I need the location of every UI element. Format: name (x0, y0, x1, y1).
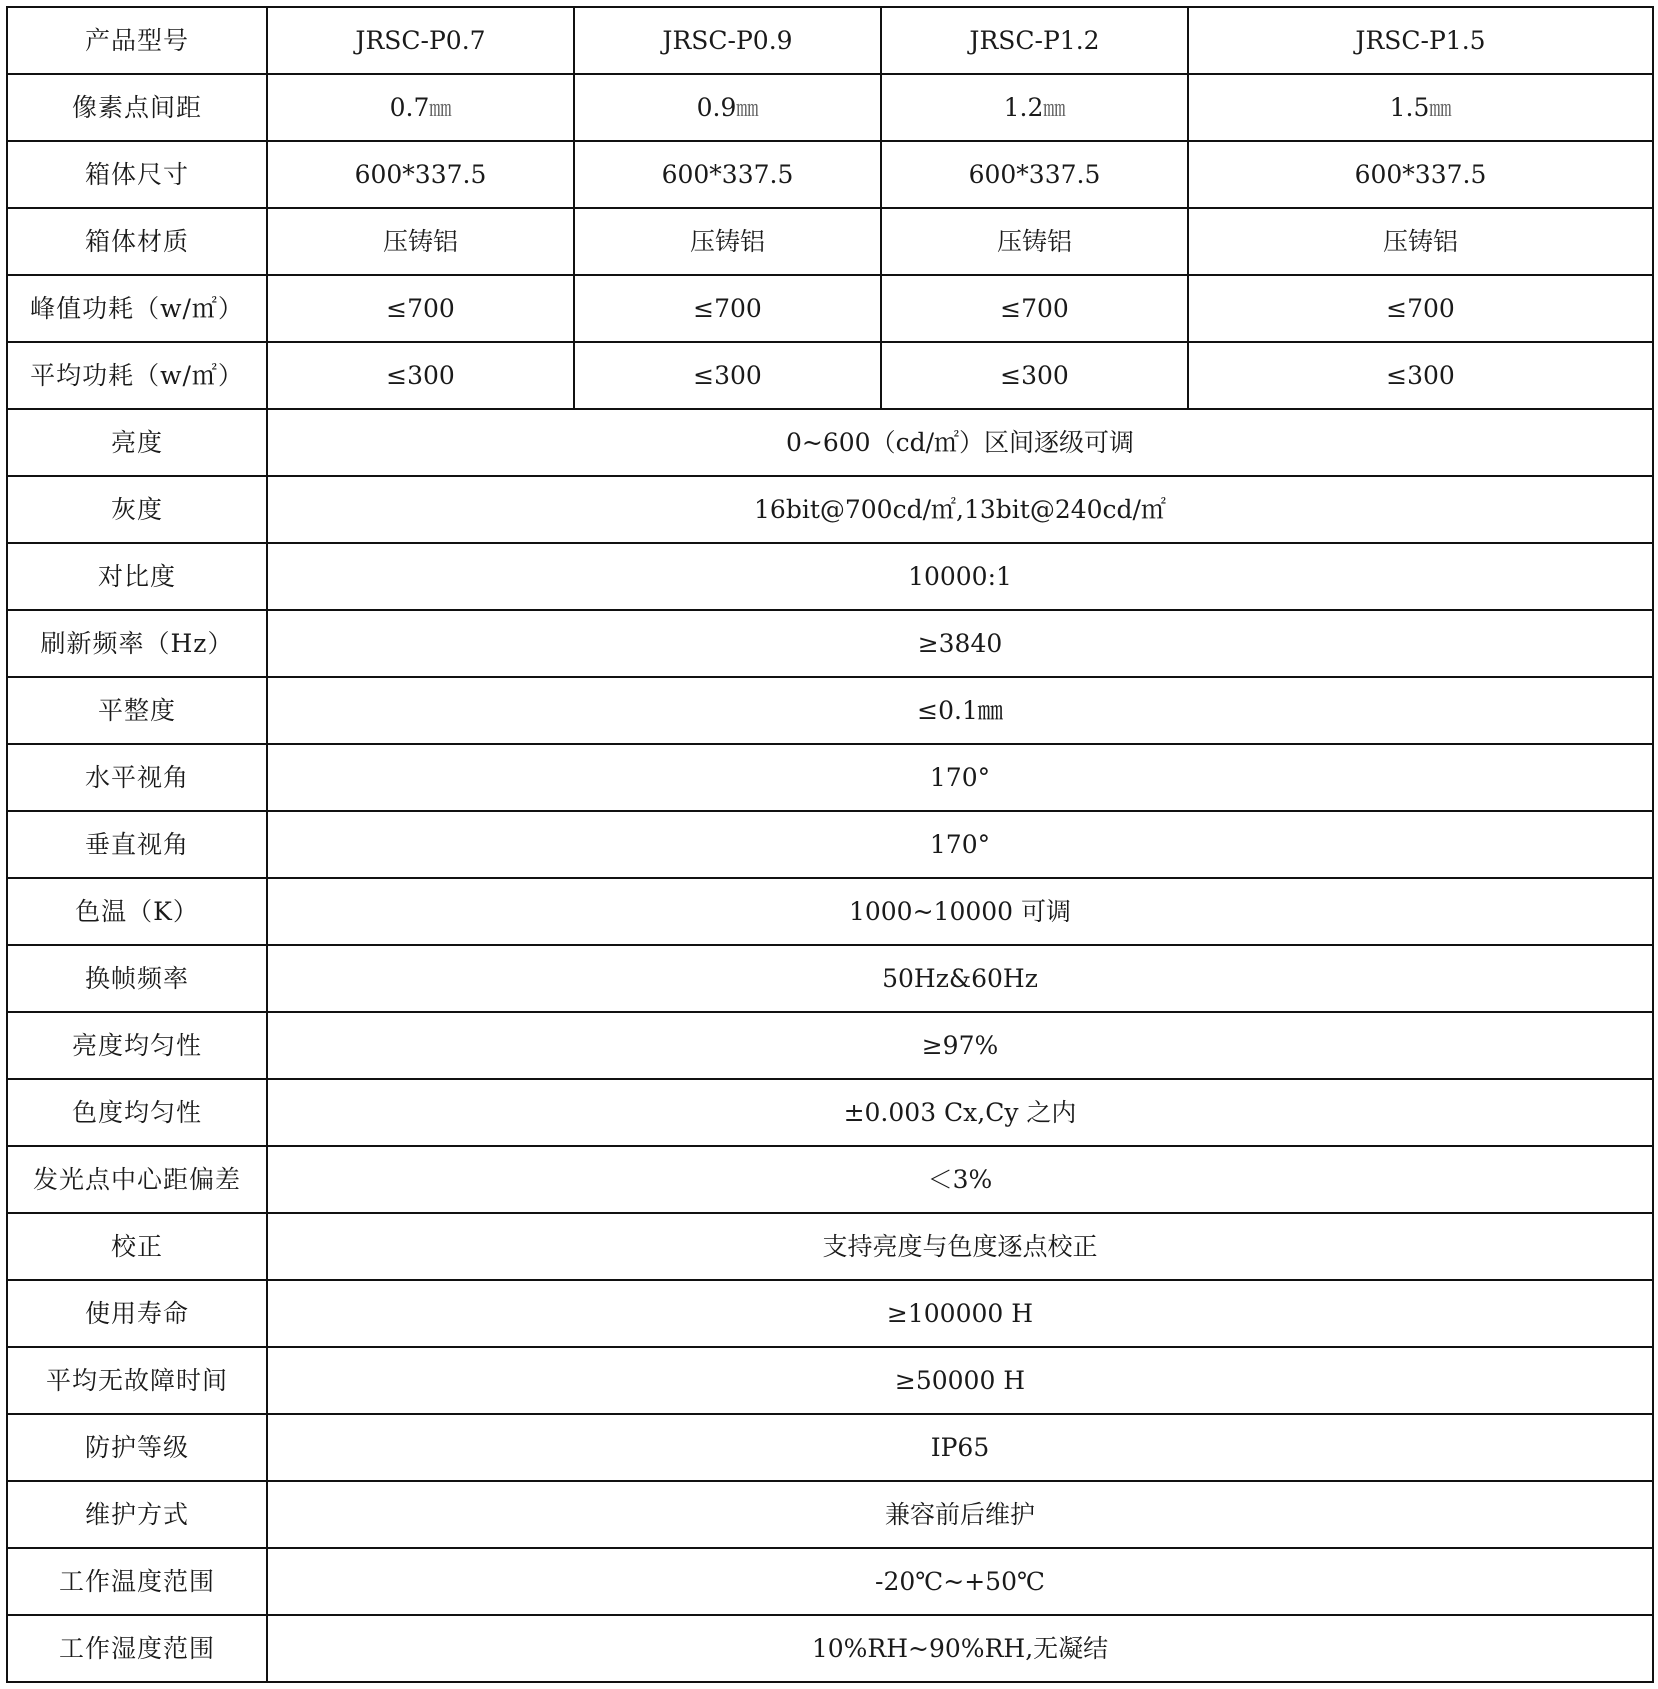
pixel-pitch-value: 1.5 (1389, 92, 1430, 122)
row-label: 使用寿命 (7, 1280, 267, 1347)
pixel-pitch-value: 1.2 (1003, 92, 1044, 122)
model-name: JRSC-P0.9 (574, 7, 881, 74)
row-label: 像素点间距 (7, 74, 267, 141)
table-row (7, 878, 1653, 945)
table-row (7, 1213, 1653, 1280)
row-label: 垂直视角 (7, 811, 267, 878)
row-label: 亮度 (7, 409, 267, 476)
table-row (7, 677, 1653, 744)
row-value: 0~600（cd/㎡）区间逐级可调 (267, 409, 1653, 476)
table-cell: 压铸铝 (267, 208, 574, 275)
unit-mm: ㎜ (1043, 96, 1066, 122)
table-cell: ≤700 (881, 275, 1188, 342)
row-label: 色温（K） (7, 878, 267, 945)
pixel-pitch-cell (267, 74, 574, 141)
table-row (7, 610, 1653, 677)
row-label: 工作温度范围 (7, 1548, 267, 1615)
average-power-row (7, 342, 1653, 409)
row-value: ≥50000 H (267, 1347, 1653, 1414)
table-cell: ≤300 (881, 342, 1188, 409)
row-label: 维护方式 (7, 1481, 267, 1548)
table-cell: ≤300 (574, 342, 881, 409)
peak-power-row (7, 275, 1653, 342)
header-label: 产品型号 (7, 7, 267, 74)
table-cell: 压铸铝 (1188, 208, 1653, 275)
row-value: 170° (267, 744, 1653, 811)
table-row (7, 1146, 1653, 1213)
row-label: 峰值功耗（w/㎡） (7, 275, 267, 342)
row-value: ≥3840 (267, 610, 1653, 677)
table-row (7, 945, 1653, 1012)
unit-mm: ㎜ (429, 96, 452, 122)
header-row (7, 7, 1653, 74)
row-label: 平整度 (7, 677, 267, 744)
table-cell: 600*337.5 (1188, 141, 1653, 208)
table-row (7, 1079, 1653, 1146)
table-cell: ≤700 (1188, 275, 1653, 342)
spec-sheet (6, 6, 1652, 1683)
unit-mm: ㎜ (1429, 96, 1452, 122)
pixel-pitch-value: 0.7 (389, 92, 430, 122)
table-row (7, 811, 1653, 878)
row-label: 工作湿度范围 (7, 1615, 267, 1682)
row-label: 色度均匀性 (7, 1079, 267, 1146)
row-label: 刷新频率（Hz） (7, 610, 267, 677)
row-value: 兼容前后维护 (267, 1481, 1653, 1548)
row-value: 1000~10000 可调 (267, 878, 1653, 945)
pixel-pitch-cell (881, 74, 1188, 141)
pixel-pitch-cell (574, 74, 881, 141)
row-value: 50Hz&60Hz (267, 945, 1653, 1012)
table-cell: 压铸铝 (881, 208, 1188, 275)
model-name: JRSC-P1.2 (881, 7, 1188, 74)
table-cell: 600*337.5 (881, 141, 1188, 208)
table-row (7, 744, 1653, 811)
row-value: 10%RH~90%RH,无凝结 (267, 1615, 1653, 1682)
table-row (7, 543, 1653, 610)
row-value: 支持亮度与色度逐点校正 (267, 1213, 1653, 1280)
row-value: -20℃~+50℃ (267, 1548, 1653, 1615)
unit-mm: ㎜ (736, 96, 759, 122)
row-label: 防护等级 (7, 1414, 267, 1481)
table-cell: ≤300 (267, 342, 574, 409)
table-cell: ≤300 (1188, 342, 1653, 409)
table-row (7, 1615, 1653, 1682)
table-row (7, 1347, 1653, 1414)
row-label: 发光点中心距偏差 (7, 1146, 267, 1213)
row-value: ≥100000 H (267, 1280, 1653, 1347)
pixel-pitch-cell (1188, 74, 1653, 141)
table-row (7, 1012, 1653, 1079)
table-cell: ≤700 (574, 275, 881, 342)
row-value: ±0.003 Cx,Cy 之内 (267, 1079, 1653, 1146)
model-name: JRSC-P0.7 (267, 7, 574, 74)
pixel-pitch-value: 0.9 (696, 92, 737, 122)
row-label: 校正 (7, 1213, 267, 1280)
row-label: 平均功耗（w/㎡） (7, 342, 267, 409)
table-row (7, 1280, 1653, 1347)
cabinet-material-row (7, 208, 1653, 275)
row-value: ＜3% (267, 1146, 1653, 1213)
row-label: 换帧频率 (7, 945, 267, 1012)
row-value: ≤0.1㎜ (267, 677, 1653, 744)
pixel-pitch-row (7, 74, 1653, 141)
row-label: 水平视角 (7, 744, 267, 811)
row-label: 箱体尺寸 (7, 141, 267, 208)
row-label: 亮度均匀性 (7, 1012, 267, 1079)
row-value: 16bit@700cd/㎡,13bit@240cd/㎡ (267, 476, 1653, 543)
table-cell: ≤700 (267, 275, 574, 342)
table-cell: 压铸铝 (574, 208, 881, 275)
table-row (7, 476, 1653, 543)
table-row (7, 1414, 1653, 1481)
row-label: 对比度 (7, 543, 267, 610)
table-row (7, 1548, 1653, 1615)
spec-table (6, 6, 1654, 1683)
row-label: 平均无故障时间 (7, 1347, 267, 1414)
row-value: ≥97% (267, 1012, 1653, 1079)
cabinet-size-row (7, 141, 1653, 208)
table-row (7, 409, 1653, 476)
table-row (7, 1481, 1653, 1548)
row-value: IP65 (267, 1414, 1653, 1481)
row-value: 170° (267, 811, 1653, 878)
row-label: 箱体材质 (7, 208, 267, 275)
table-cell: 600*337.5 (574, 141, 881, 208)
row-value: 10000:1 (267, 543, 1653, 610)
row-label: 灰度 (7, 476, 267, 543)
table-cell: 600*337.5 (267, 141, 574, 208)
model-name: JRSC-P1.5 (1188, 7, 1653, 74)
